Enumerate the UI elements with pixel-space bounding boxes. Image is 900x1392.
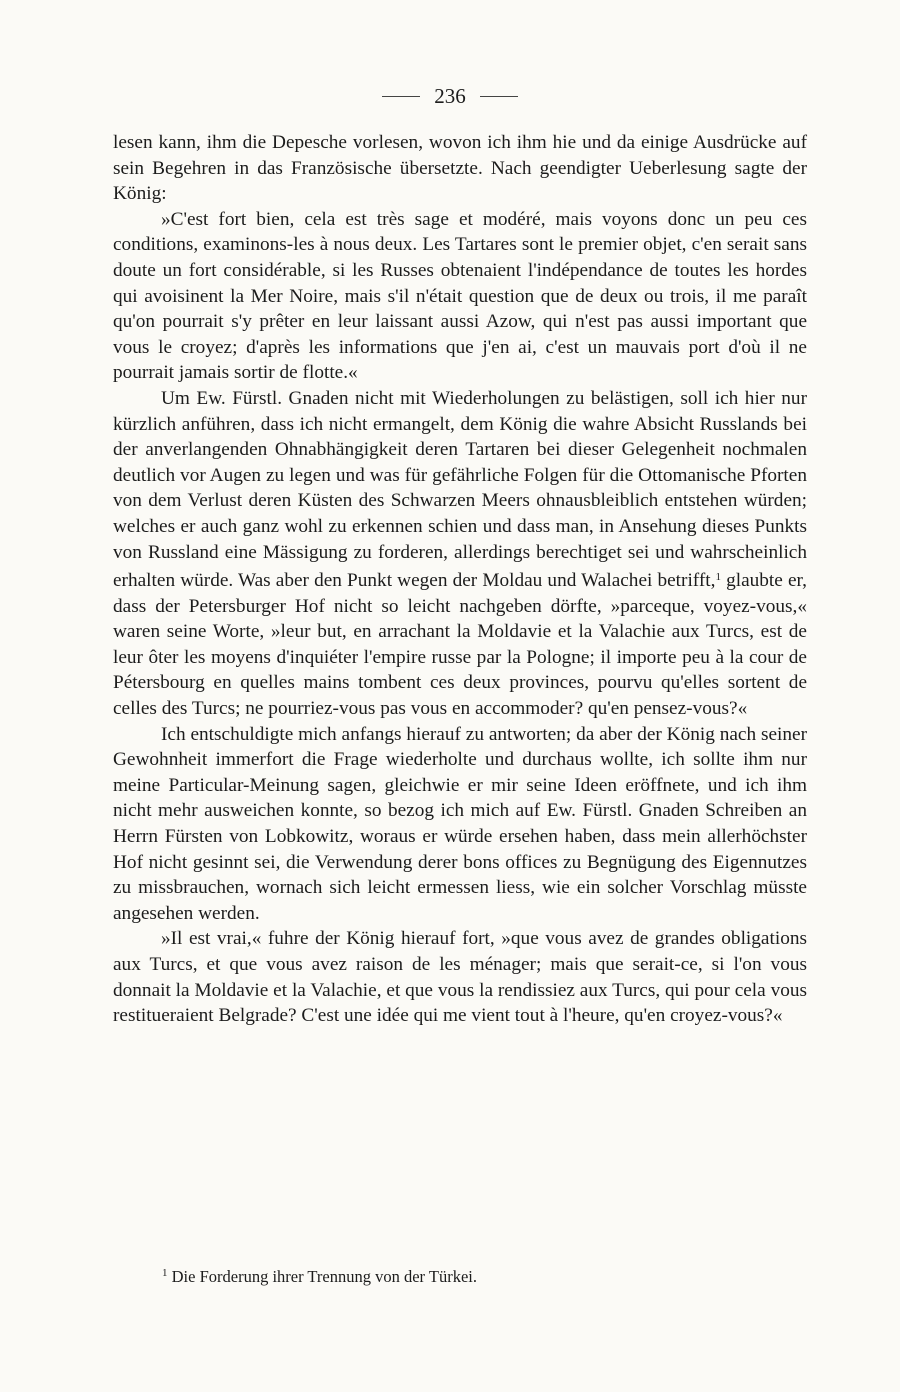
paragraph-4: Ich entschuldigte mich anfangs hierauf zu antworten; da aber der König nach seiner Gewohnheit immerfort die Frage wiederholte und durchaus wollte, ich sollte ihm nur meine Particular-Meinung sagen, gleichwie er mir seine Ideen eröffnete, und ich ihm nicht mehr ausweichen konnte, so bezog ich mich auf Ew. Fürstl. Gnaden Schreiben an Herrn Fürsten von Lobkowitz, woraus er würde ersehen haben, dass mein allerhöchster Hof nicht gesinnt sei, die Verwendung derer bons offices zu Begnügung des Eigennutzes zu missbrauchen, wornach sich leicht ermessen liess, wie ein solcher Vorschlag müsste angesehen werden. [113,723,807,924]
paragraph-1: lesen kann, ihm die Depesche vorlesen, wovon ich ihm hie und da einige Ausdrücke auf sein Begehren in das Französische übersetzte. Nach geendigter Ueberlesung sagte der König: [113,132,807,205]
paragraph-3-continuation: glaubte er, dass der Petersburger Hof nicht so leicht nachgeben dörfte, »parceque, voyez-vous,« waren seine Worte, »leur but, en arrachant la Moldavie et la Valachie aux Turcs, est de leur ôter les moyens d'inquiéter l'empire russe par la Pologne; il importe peu à la cour de Pétersbourg en quelles mains tombent ces deux provinces, pourvu qu'elles sortent de celles des Turcs; ne pourriez-vous pas vous en accommoder? qu'en pensez-vous?« [113,570,807,720]
page-number: 236 [434,84,466,108]
footnote-ref: 1 [715,571,721,584]
footnote-text: Die Forderung ihrer Trennung von der Türkei. [171,1267,477,1286]
paragraph-3-text: Um Ew. Fürstl. Gnaden nicht mit Wiederholungen zu belästigen, soll ich hier nur kürzlich anführen, dass ich nicht ermangelt, dem König die wahre Absicht Russlands bei der anverlangenden Ohnabhängigkeit deren Tartaren bei dieser Gelegenheit nochmalen deutlich vor Augen zu legen und was für gefährliche Folgen für die Ottomanische Pforten von dem Verlust deren Küsten des Schwarzen Meers ohnausbleiblich entstehen würden; welches er auch ganz wohl zu erkennen schien und dass man, in Ansehung dieses Punkts von Russland eine Mässigung zu forderen, allerdings berechtiget sei und wahrscheinlich erhalten würde. Was aber den Punkt wegen der Moldau und Walachei betrifft, [113,387,807,592]
body-text [113,130,807,1029]
header-rule-right [480,96,518,97]
page-header [0,84,900,109]
paragraph-5: »Il est vrai,« fuhre der König hierauf fort, »que vous avez de grandes obligations aux Turcs, et que vous avez raison de les ménager; mais que serait-ce, si l'on vous donnait la Moldavie et la Valachie, et que vous la rendissiez aux Turcs, qui pour cela vous restitueraient Belgrade? C'est une idée qui me vient tout à l'heure, qu'en croyez-vous?« [113,928,807,1027]
footnote [162,1262,802,1288]
footnote-marker: 1 [162,1267,168,1279]
paragraph-3 [113,386,807,722]
paragraph-2: »C'est fort bien, cela est très sage et modéré, mais voyons donc un peu ces conditions, examinons-les à nous deux. Les Tartares sont le premier objet, c'en serait sans doute un fort considérable, si les Russes obtenaient l'indépendance de toutes les hordes qui avoisinent la Mer Noire, mais s'il n'était question que de deux ou trois, il me paraît qu'on pourrait s'y prêter en leur laissant aussi Azow, qui n'est pas aussi important que vous le croyez; d'après les informations que j'en ai, c'est un mauvais port d'où il ne pourrait jamais sortir de flotte.« [113,208,807,384]
header-rule-left [382,96,420,97]
